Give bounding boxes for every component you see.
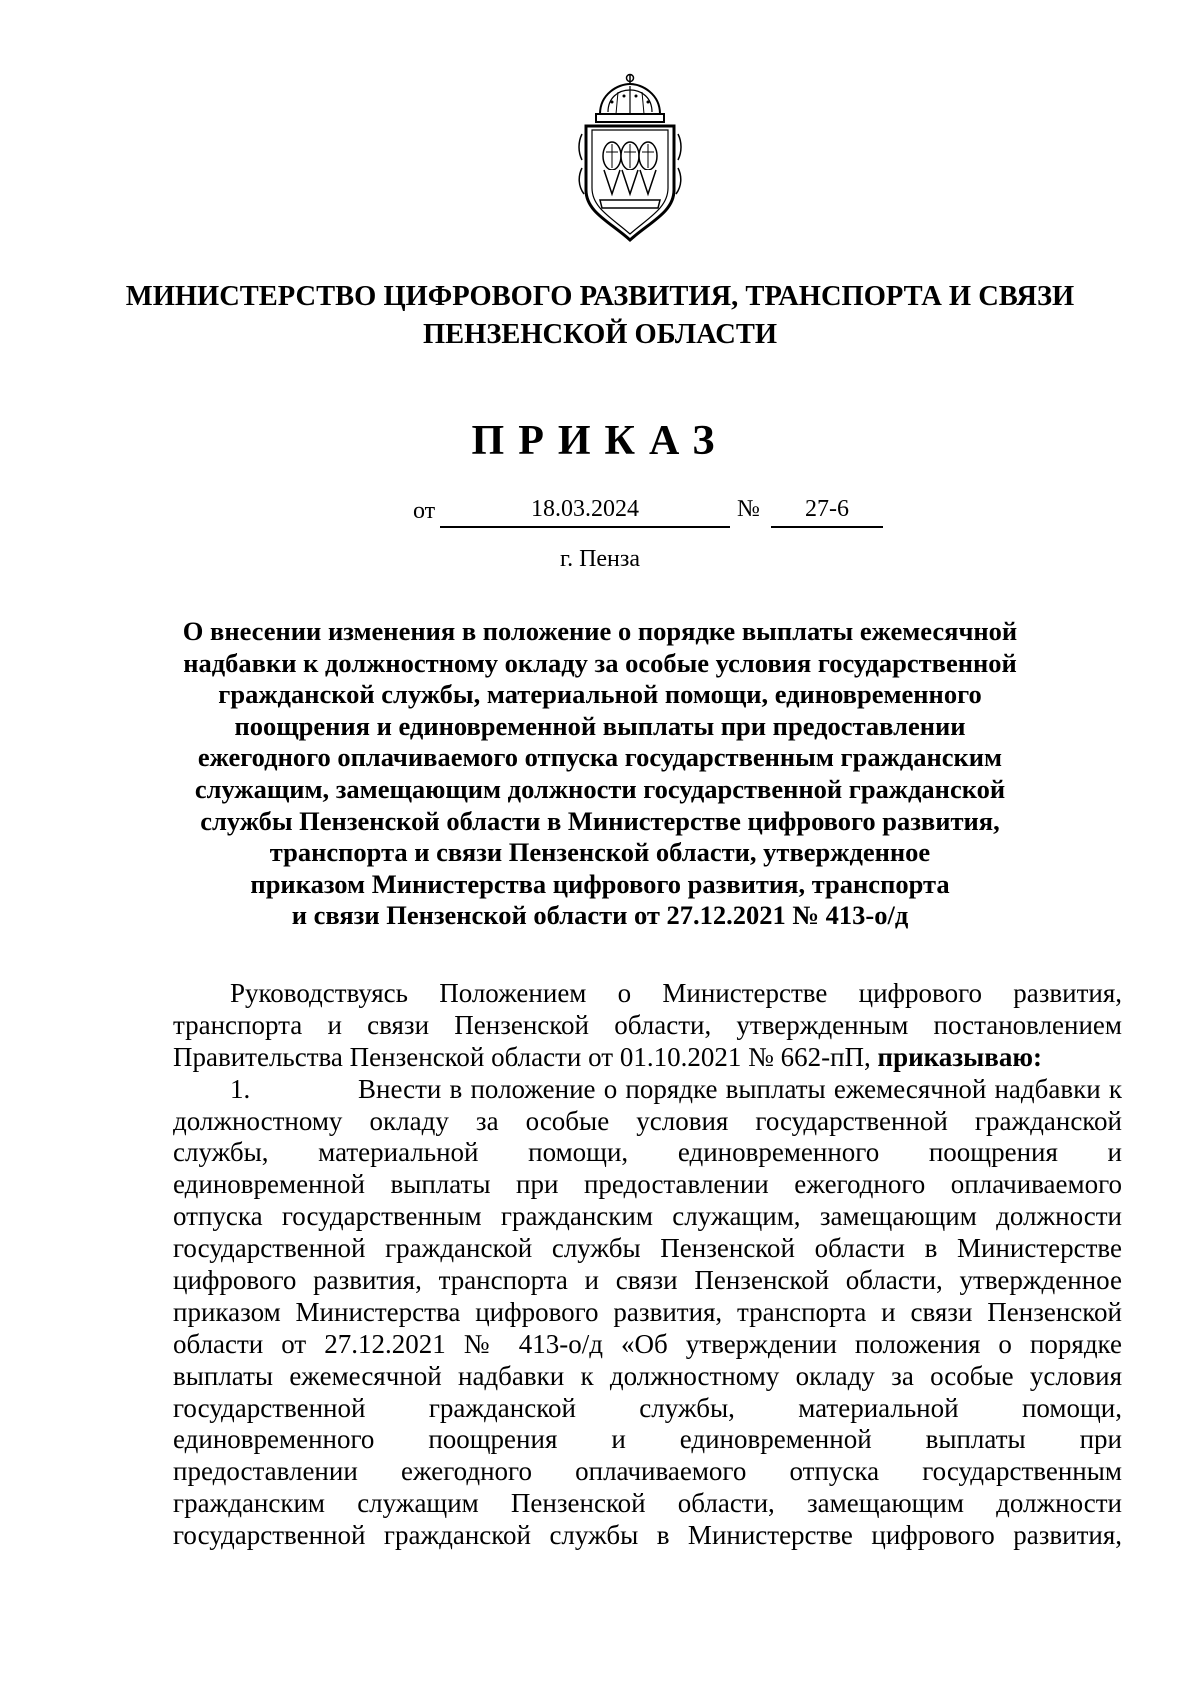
subject-line: гражданской службы, материальной помощи, единовременного xyxy=(218,679,982,710)
item-first-line xyxy=(173,1074,1122,1106)
document-subject xyxy=(120,616,1080,932)
date-underline xyxy=(440,526,730,528)
item-line: отпуска государственным гражданским служащим, замещающим должности xyxy=(173,1201,1122,1232)
ministry-name-line2: ПЕНЗЕНСКОЙ ОБЛАСТИ xyxy=(422,319,778,350)
preamble-line: транспорта и связи Пензенской области, утвержденным постановлением xyxy=(173,1009,1122,1040)
ministry-name-line1: МИНИСТЕРСТВО ЦИФРОВОГО РАЗВИТИЯ, ТРАНСПОРТА И СВЯЗИ xyxy=(125,281,1075,312)
from-label: от xyxy=(413,498,436,524)
item-line: приказом Министерства цифрового развития, транспорта и связи Пензенской xyxy=(173,1296,1122,1327)
subject-line: приказом Министерства цифрового развития, транспорта xyxy=(250,868,950,899)
preamble-line: Руководствуясь Положением о Министерстве цифрового развития, xyxy=(230,978,1122,1008)
subject-line: транспорта и связи Пензенской области, утвержденное xyxy=(269,837,931,868)
preamble-text: Правительства Пензенской области от 01.10.2021 № 662-пП, xyxy=(173,1041,871,1072)
item-line: области от 27.12.2021 № 413-о/д «Об утверждении положения о порядке xyxy=(173,1328,1122,1359)
preamble-line-last xyxy=(173,1042,1122,1074)
item-line: единовременной выплаты при предоставлении ежегодного оплачиваемого xyxy=(173,1169,1122,1200)
date-number-line xyxy=(0,492,1200,532)
coat-of-arms-emblem xyxy=(578,72,682,248)
document-type-title: ПРИКАЗ xyxy=(471,418,729,464)
item-line: выплаты ежемесячной надбавки к должностному окладу за особые условия xyxy=(173,1360,1122,1391)
item-line: государственной гражданской службы Пензенской области в Министерстве xyxy=(173,1233,1122,1264)
item-line: службы, материальной помощи, единовременного поощрения и xyxy=(173,1137,1122,1168)
city-name: г. Пенза xyxy=(559,546,641,572)
subject-line: служащим, замещающим должности государственной гражданской xyxy=(194,773,1006,804)
item-line: должностному окладу за особые условия государственной гражданской xyxy=(173,1105,1122,1136)
item-number: 1. xyxy=(230,1073,251,1104)
document-date: 18.03.2024 xyxy=(531,496,639,522)
subject-line: и связи Пензенской области от 27.12.2021 № 413-о/д xyxy=(291,900,909,931)
item-line: государственной гражданской службы, материальной помощи, xyxy=(173,1392,1122,1423)
subject-line: О внесении изменения в положение о порядке выплаты ежемесячной xyxy=(182,616,1018,646)
item-first-text: Внести в положение о порядке выплаты ежемесячной надбавки к xyxy=(358,1073,1122,1104)
subject-line: надбавки к должностному окладу за особые условия государственной xyxy=(183,647,1017,678)
item-line: единовременного поощрения и единовременной выплаты при xyxy=(173,1424,1122,1455)
subject-line: службы Пензенской области в Министерстве цифрового развития, xyxy=(200,805,1000,836)
number-label: № xyxy=(737,496,760,522)
item-line: гражданским служащим Пензенской области, замещающим должности xyxy=(173,1488,1122,1519)
document-number: 27-6 xyxy=(805,496,849,522)
order-word: приказываю: xyxy=(877,1041,1042,1072)
item-line: цифрового развития, транспорта и связи Пензенской области, утвержденное xyxy=(173,1265,1122,1296)
item-line: государственной гражданской службы в Министерстве цифрового развития, xyxy=(173,1520,1122,1551)
document-body xyxy=(173,978,1122,1552)
subject-line: поощрения и единовременной выплаты при предоставлении xyxy=(234,710,966,741)
number-underline xyxy=(771,526,883,528)
ministry-name xyxy=(100,278,1100,354)
subject-line: ежегодного оплачиваемого отпуска государственным гражданским xyxy=(197,742,1003,773)
item-line: предоставлении ежегодного оплачиваемого отпуска государственным xyxy=(173,1456,1122,1487)
